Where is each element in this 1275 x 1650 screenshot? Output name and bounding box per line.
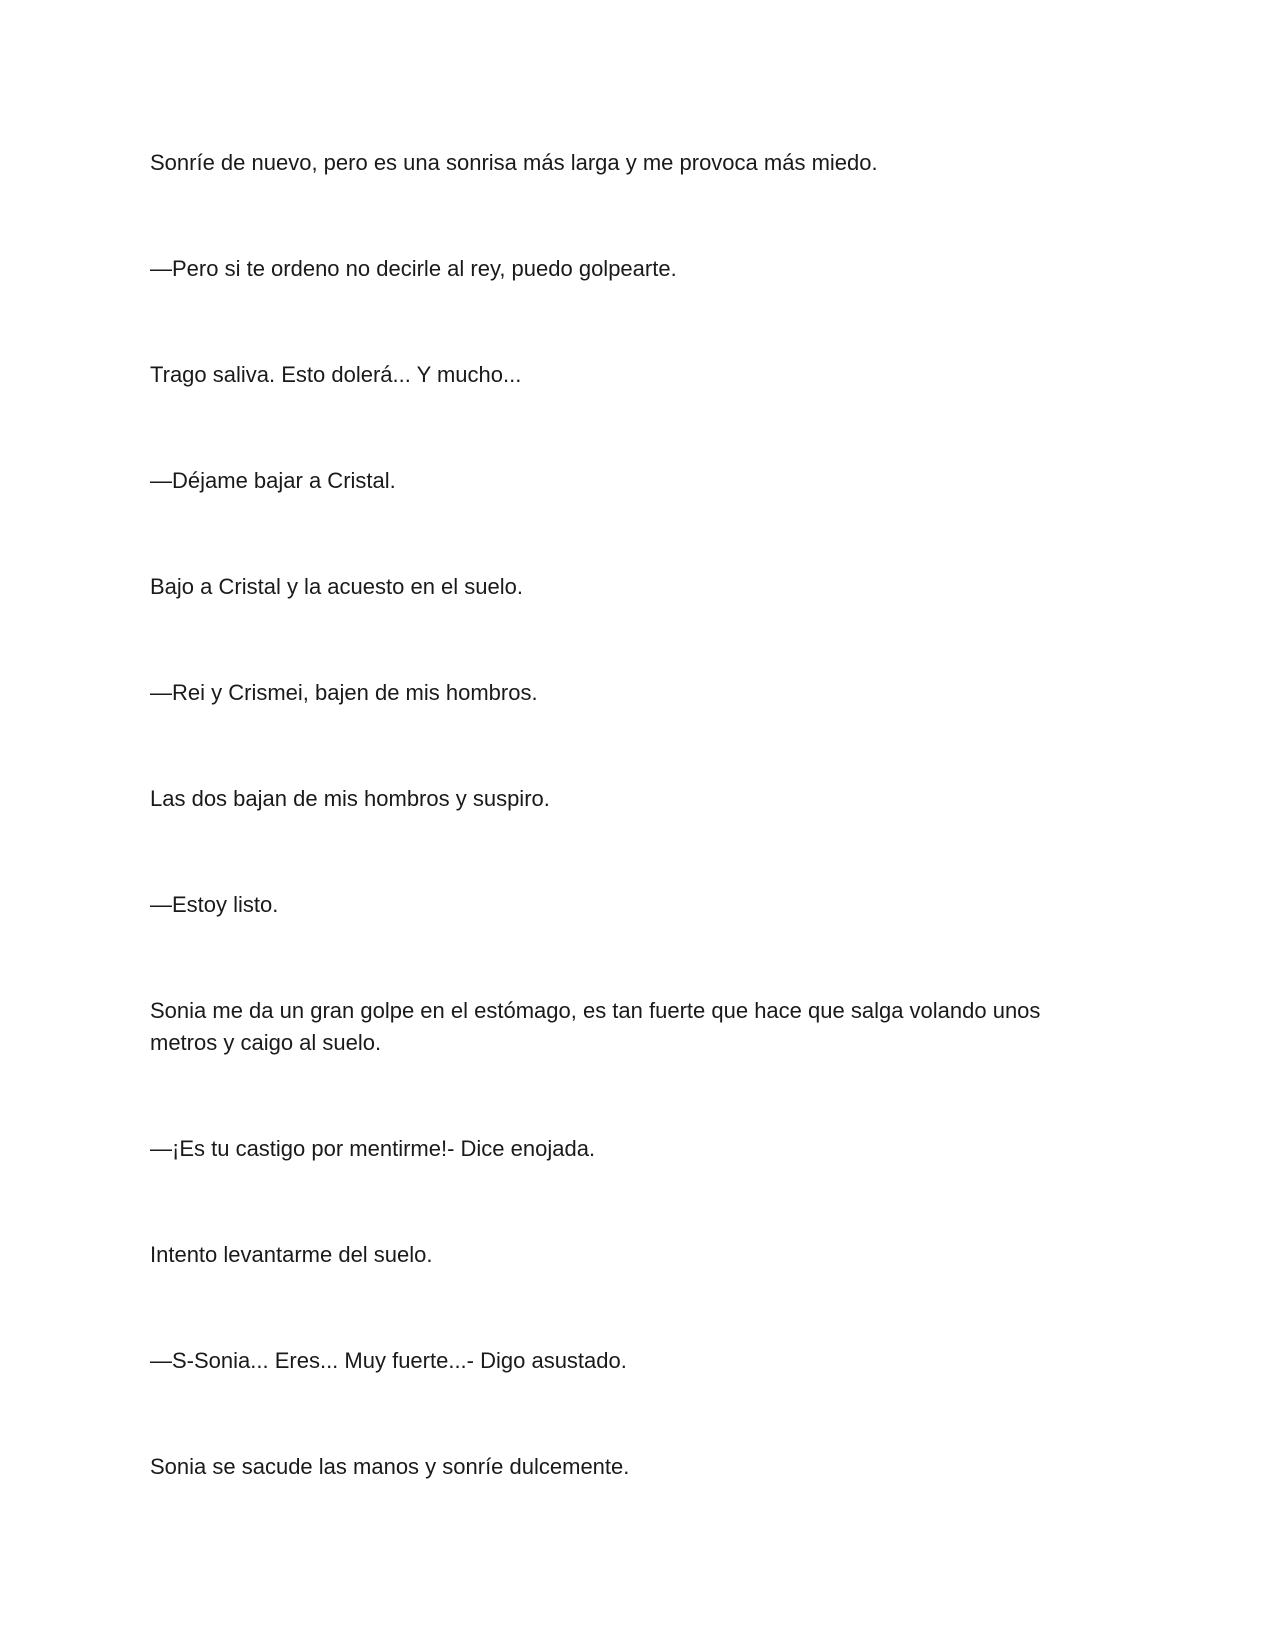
paragraph: Sonríe de nuevo, pero es una sonrisa más larga y me provoca más miedo. xyxy=(150,150,878,175)
paragraph: —S-Sonia... Eres... Muy fuerte...- Digo asustado. xyxy=(150,1348,627,1373)
paragraph: Sonia me da un gran golpe en el estómago, es tan fuerte que hace que salga volando unos metros y caigo al suelo. xyxy=(150,998,1041,1055)
paragraph: Bajo a Cristal y la acuesto en el suelo. xyxy=(150,574,523,599)
paragraph: Las dos bajan de mis hombros y suspiro. xyxy=(150,786,550,811)
paragraph: Trago saliva. Esto dolerá... Y mucho... xyxy=(150,362,522,387)
paragraph: —Estoy listo. xyxy=(150,892,279,917)
paragraph: —¡Es tu castigo por mentirme!- Dice enojada. xyxy=(150,1136,596,1161)
paragraph: —Déjame bajar a Cristal. xyxy=(150,468,396,493)
paragraph: —Pero si te ordeno no decirle al rey, puedo golpearte. xyxy=(150,256,677,281)
paragraph: Intento levantarme del suelo. xyxy=(150,1242,433,1267)
paragraph: —Rei y Crismei, bajen de mis hombros. xyxy=(150,680,538,705)
paragraph: Sonia se sacude las manos y sonríe dulcemente. xyxy=(150,1454,630,1479)
